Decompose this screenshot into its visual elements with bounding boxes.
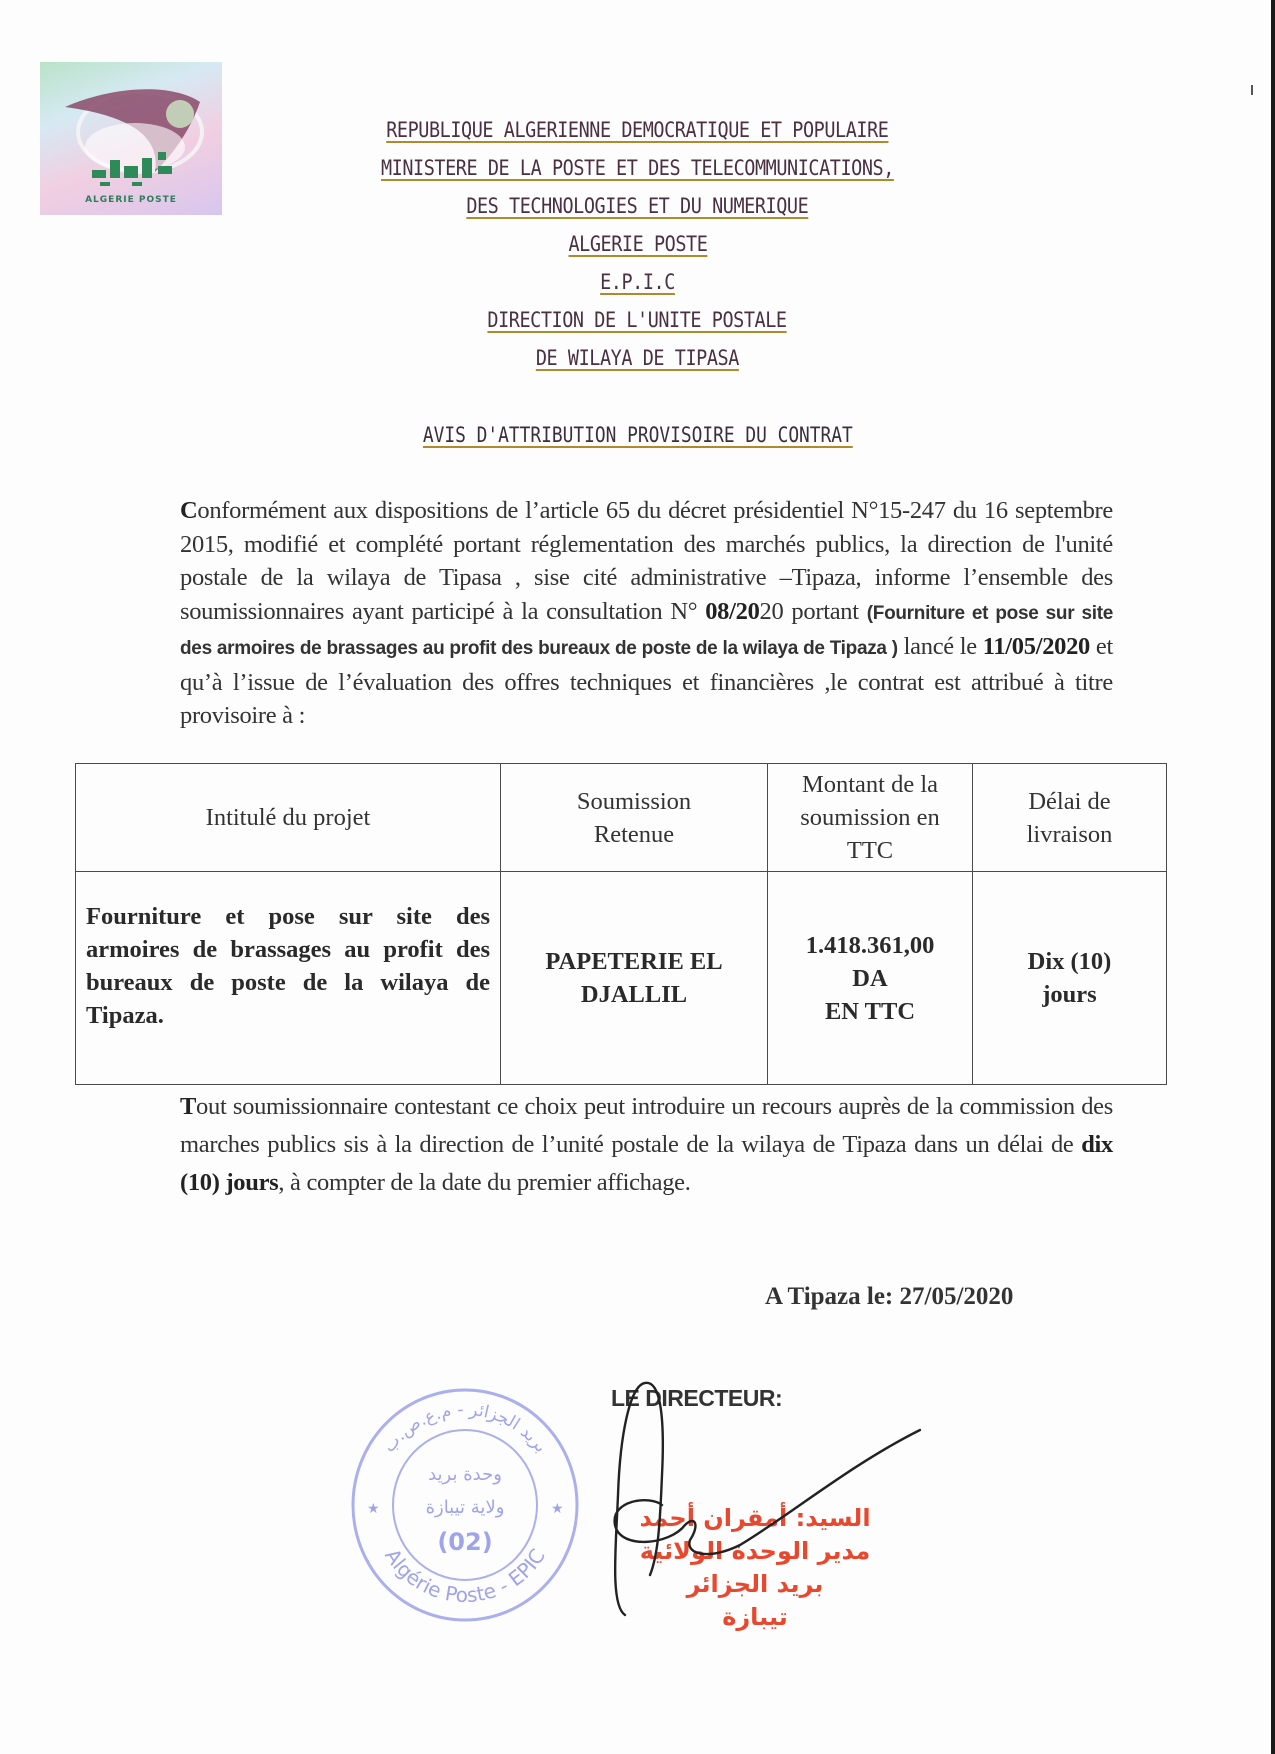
col-header-amount: Montant de la soumission en TTC: [768, 764, 973, 872]
svg-text:ولاية تيبازة: ولاية تيبازة: [425, 1497, 505, 1518]
table-header-row: [76, 764, 1167, 872]
svg-text:★: ★: [551, 1502, 564, 1517]
header-line-algerie-poste: ALGERIE POSTE: [568, 232, 707, 256]
table-row: [76, 872, 1167, 1085]
director-title: LE DIRECTEUR:: [611, 1385, 783, 1411]
contract-object: (Fourniture et pose sur site des armoires de brassages au profit des bureaux de poste de la wilaya de Tipaza ): [180, 602, 1113, 659]
col-header-delay: Délai de livraison: [973, 764, 1167, 872]
header-line-ministry: MINISTERE DE LA POSTE ET DES TELECOMMUNICATIONS,: [381, 156, 894, 180]
launch-date: 11/05/2020: [982, 633, 1090, 660]
svg-text:بريد الجزائر - م.ع.ص.ب: بريد الجزائر - م.ع.ص.ب: [379, 1399, 551, 1457]
scan-edge: [1271, 0, 1275, 1754]
header-line-republic: REPUBLIQUE ALGERIENNE DEMOCRATIQUE ET POPULAIRE: [386, 118, 889, 142]
svg-text:(02): (02): [437, 1528, 493, 1556]
logo-caption: ALGERIE POSTE: [85, 195, 177, 205]
header-line-direction: DIRECTION DE L'UNITE POSTALE: [487, 308, 788, 332]
header-line-wilaya: DE WILAYA DE TIPASA: [535, 346, 740, 370]
cell-delay: Dix (10) jours: [973, 872, 1167, 1085]
official-stamp: [345, 1385, 585, 1625]
date-line: A Tipaza le: 27/05/2020: [765, 1283, 1014, 1310]
recourse-paragraph: Tout soumissionnaire contestant ce choix peut introduire un recours auprès de la commission des marches publics sis à la direction de l’unité postale de la wilaya de Tipaza dans un délai de dix (10) jours, à compter de la date du premier affichage.: [180, 1093, 1113, 1196]
cell-winner: PAPETERIE EL DJALLIL: [501, 872, 768, 1085]
svg-text:Algérie Poste - EPIC: Algérie Poste - EPIC: [380, 1544, 550, 1608]
director-arabic-stamp: السيد: أمقران أحمد مدير الوحدة الولائية بريد الجزائر تيبازة: [639, 1504, 871, 1631]
award-table: [75, 763, 1167, 1085]
header-line-epic: E.P.I.C: [600, 270, 675, 294]
handwritten-signature: [590, 1375, 1050, 1625]
col-header-winner: Soumission Retenue: [501, 764, 768, 872]
svg-text:★: ★: [367, 1502, 380, 1517]
intro-paragraph: Conformément aux dispositions de l’article 65 du décret présidentiel N°15-247 du 16 septembre 2015, modifié et complété portant réglementation des marchés publics, la direction de l'unité postale de la wilaya de Tipasa , sise cité administrative –Tipaza, informe l’ensemble des soumissionnaires ayant participé à la consultation N° 08/2020 portant (Fourniture et pose sur site des armoires de brassages au profit des bureaux de poste de la wilaya de Tipaza ) lancé le 11/05/2020 et qu’à l’issue de l’évaluation des offres techniques et financières ,le contrat est attribué à titre provisoire à :: [180, 497, 1113, 729]
svg-text:وحدة بريد: وحدة بريد: [428, 1464, 502, 1485]
cell-project: Fourniture et pose sur site des armoires de brassages au profit des bureaux de poste de la wilaya de Tipaza.: [76, 872, 501, 1085]
cell-amount: 1.418.361,00 DA EN TTC: [768, 872, 973, 1085]
col-header-project: Intitulé du projet: [76, 764, 501, 872]
scan-mark: [1251, 85, 1253, 95]
header-line-technologies: DES TECHNOLOGIES ET DU NUMERIQUE: [466, 194, 809, 218]
document-title: AVIS D'ATTRIBUTION PROVISOIRE DU CONTRAT: [422, 423, 853, 447]
